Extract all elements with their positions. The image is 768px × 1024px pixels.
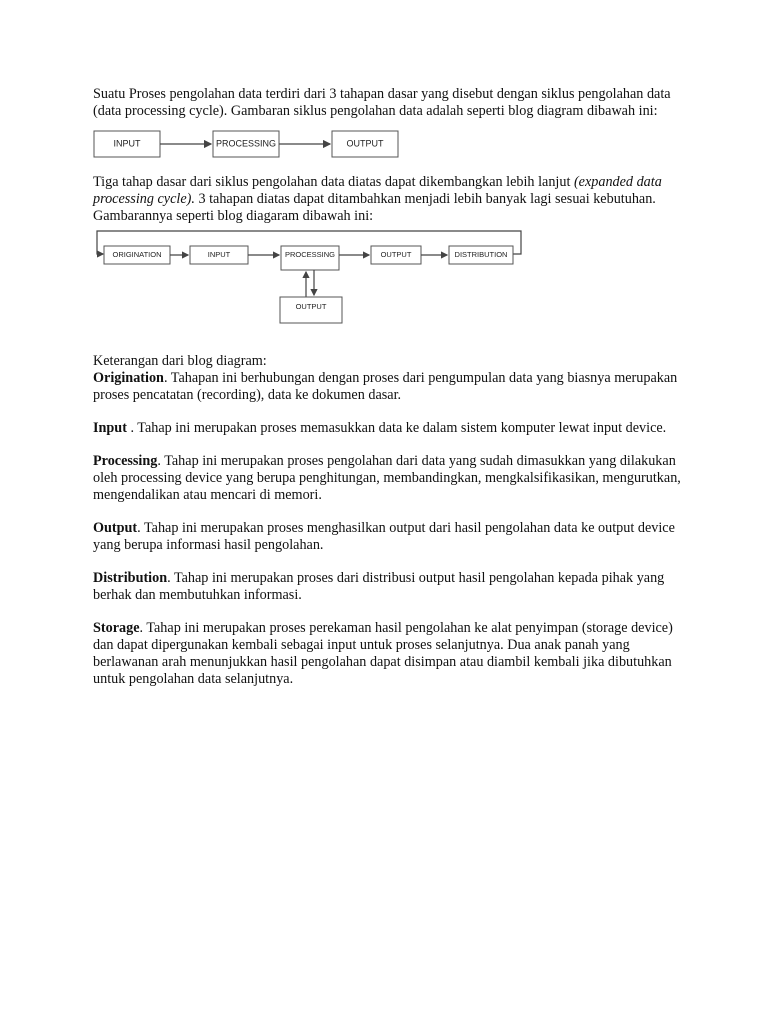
legend-item-processing — [93, 453, 693, 504]
output-box-label: OUTPUT — [346, 138, 384, 149]
processing-box-2-label: PROCESSING — [284, 249, 336, 259]
storage-output-box-label: OUTPUT — [295, 301, 327, 311]
origination-box-label: ORIGINATION — [112, 249, 162, 259]
legend-item-distribution — [93, 570, 693, 604]
legend-heading: Keterangan dari blog diagram: — [93, 353, 267, 369]
legend-term: Storage — [93, 620, 140, 636]
basic-cycle-diagram — [93, 130, 403, 164]
legend-term: Distribution — [93, 570, 168, 586]
legend-item-origination — [93, 370, 693, 404]
legend-term: Output — [93, 520, 138, 536]
processing-box-label: PROCESSING — [215, 138, 277, 149]
intro-paragraph-2 — [93, 174, 693, 225]
intro-p2-before: Tiga tahap dasar dari siklus pengolahan data diatas dapat dikembangkan lebih lanjut — [93, 174, 574, 190]
intro-p2-after: 3 tahapan diatas dapat ditambahkan menjadi lebih banyak lagi sesuai kebutuhan. Gambarannya seperti blog diagaram dibawah ini: — [93, 191, 656, 224]
output-box-2-label: OUTPUT — [380, 249, 412, 259]
intro-p2-italic: (expanded data processing cycle). — [93, 174, 662, 207]
expanded-cycle-diagram — [93, 227, 529, 325]
legend-text: . Tahap ini merupakan proses menghasilkan output dari hasil pengolahan data ke output device yang berupa informasi hasil pengolahan. — [93, 520, 675, 553]
legend-term: Processing — [93, 453, 158, 469]
legend-item-storage — [93, 620, 693, 688]
distribution-box-label: DISTRIBUTION — [454, 249, 508, 259]
legend-term: Origination — [93, 370, 164, 386]
legend-text: . Tahap ini merupakan proses memasukkan data ke dalam sistem komputer lewat input device. — [126, 420, 667, 436]
input-box-label: INPUT — [113, 138, 141, 149]
legend-term: Input — [93, 420, 127, 436]
input-box-2-label: INPUT — [207, 249, 231, 259]
legend-text: . Tahapan ini berhubungan dengan proses dari pengumpulan data yang biasnya merupakan proses pencatatan (recording), data ke dokumen dasar. — [93, 370, 678, 403]
legend-text: . Tahap ini merupakan proses perekaman hasil pengolahan ke alat penyimpan (storage device) dan dapat dipergunakan kembali sebagai input untuk proses selanjutnya. Dua anak panah yang berlawanan arah menunjukkan hasil pengolahan dapat disimpan atau diambil kembali jika dibutuhkan untuk pengolahan data selanjutnya. — [93, 620, 673, 687]
legend-text: . Tahap ini merupakan proses pengolahan dari data yang sudah dimasukkan yang dilakukan oleh processing device yang berupa penghitungan, membandingkan, mengkalsifikasikan, mengurutkan, mengendalikan atau mencari di memori. — [93, 453, 681, 503]
legend-item-output — [93, 520, 693, 554]
legend-item-input — [93, 420, 693, 437]
intro-paragraph-1: Suatu Proses pengolahan data terdiri dari 3 tahapan dasar yang disebut dengan siklus pengolahan data (data processing cycle). Gambaran siklus pengolahan data adalah seperti blog diagram dibawah ini: — [93, 86, 671, 119]
legend-text: . Tahap ini merupakan proses dari distribusi output hasil pengolahan kepada pihak yang berhak dan membutuhkan informasi. — [93, 570, 665, 603]
document-body — [93, 86, 693, 688]
